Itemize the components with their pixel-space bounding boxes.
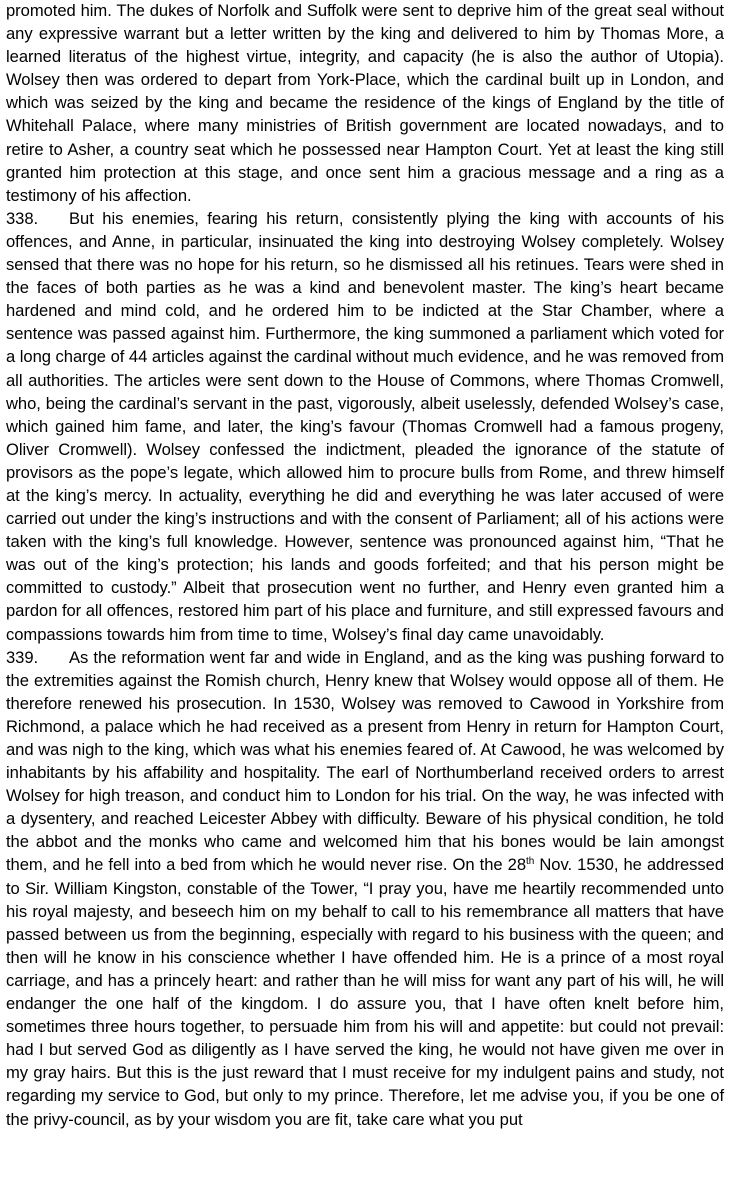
paragraph-text: But his enemies, fearing his return, consistently plying the king with accounts of his offences, and Anne, in particular, insinuated the king into destroying Wolsey completely. Wolsey sensed that there was no hope for his return, so he dismissed all his retinues. Tears were shed in the faces of both parties as he was a kind and benevolent master. The king’s heart became hardened and mind cold, and he ordered him to be indicted at the Star Chamber, where a sentence was passed against him. Furthermore, the king summoned a parliament which voted for a long charge of 44 articles against the cardinal without much evidence, and he was removed from all authorities. The articles were sent down to the House of Commons, where Thomas Cromwell, who, being the cardinal’s servant in the past, vigorously, albeit uselessly, defended Wolsey’s case, which gained him fame, and later, the king’s favour (Thomas Cromwell had a famous progeny, Oliver Cromwell). Wolsey confessed the indictment, pleaded the ignorance of the statute of provisors as the pope’s legate, which allowed him to procure bulls from Rome, and threw himself at the king’s mercy. In actuality, everything he did and everything he was later accused of were carried out under the king’s instructions and with the consent of Parliament; all of his actions were taken with the king’s full knowledge. However, sentence was pronounced against him, “That he was out of the king’s protection; his lands and goods forfeited; and that his person might be committed to custody.” Albeit that prosecution went no further, and Henry even granted him a pardon for all offences, restored him part of his place and furniture, and still expressed favours and compassions towards him from time to time, Wolsey’s final day came unavoidably. (6, 208, 724, 644)
ordinal-superscript: th (526, 856, 535, 868)
paragraph-text: promoted him. The dukes of Norfolk and Suffolk were sent to deprive him of the great seal without any expressive warrant but a letter written by the king and delivered to him by Thomas More, a learned literatus of the highest virtue, integrity, and capacity (he is also the author of Utopia). Wolsey then was ordered to depart from York-Place, which the cardinal built up in London, and which was seized by the king and became the residence of the kings of England by the title of Whitehall Palace, where many ministries of British government are located nowadays, and to retire to Asher, a country seat which he possessed near Hampton Court. Yet at least the king still granted him protection at this stage, and once sent him a gracious message and a ring as a testimony of his affection. (6, 1, 724, 205)
paragraph-339 (6, 646, 724, 1131)
paragraph-number: 339. (6, 647, 39, 667)
paragraph-text-part-1: As the reformation went far and wide in England, and as the king was pushing forward to the extremities against the Romish church, Henry knew that Wolsey would oppose all of them. He therefore renewed his prosecution. In 1530, Wolsey was removed to Cawood in Yorkshire from Richmond, a palace which he had received as a present from Henry in return for Hampton Court, and was nigh to the king, which was what his enemies feared of. At Cawood, he was welcomed by inhabitants by his affability and hospitality. The earl of Northumberland received orders to arrest Wolsey for high treason, and conduct him to London for his trial. On the way, he was infected with a dysentery, and reached Leicester Abbey with difficulty. Beware of his physical condition, he told the abbot and the monks who came and welcomed him that his bones would be lain amongst them, and he fell into a bed from which he would never rise. On the 28 (6, 647, 724, 875)
paragraph-number: 338. (6, 208, 39, 228)
paragraph-continuation (6, 0, 724, 207)
document-page (6, 0, 724, 1131)
paragraph-text-part-2: Nov. 1530, he addressed to Sir. William Kingston, constable of the Tower, “I pray you, have me heartily recommended unto his royal majesty, and beseech him on my behalf to call to his remembrance all matters that have passed between us from the beginning, especially with regard to his business with the queen; and then will he know in his conscience whether I have offended him. He is a prince of a most royal carriage, and has a princely heart: and rather than he will miss for want any part of his will, he will endanger the one half of the kingdom. I do assure you, that I have often knelt before him, sometimes three hours together, to persuade him from his will and appetite: but could not prevail: had I but served God as diligently as I have served the king, he would not have given me over in my gray hairs. But this is the just reward that I must receive for my indulgent pains and study, not regarding my service to God, but only to my prince. Therefore, let me advise you, if you be one of the privy-council, as by your wisdom you are fit, take care what you put (6, 855, 724, 1129)
paragraph-338 (6, 207, 724, 646)
